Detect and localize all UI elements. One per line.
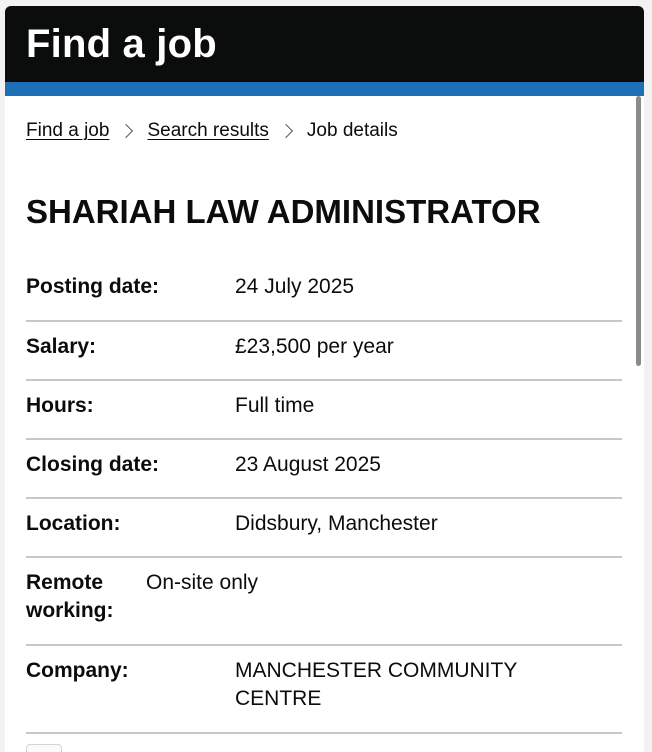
bottom-edge-element <box>26 744 62 752</box>
detail-value: On-site only <box>146 571 259 594</box>
detail-row-remote-working <box>26 558 622 646</box>
detail-value: 24 July 2025 <box>235 275 355 298</box>
breadcrumb-current: Job details <box>306 120 398 141</box>
detail-key: Hours: <box>26 394 94 417</box>
detail-key: Company: <box>26 659 129 682</box>
detail-key: Posting date: <box>26 275 160 298</box>
detail-key: Location: <box>26 512 121 535</box>
detail-row-company <box>26 646 622 734</box>
chevron-right-icon <box>279 124 293 138</box>
detail-value: £23,500 per year <box>235 335 394 358</box>
detail-value: 23 August 2025 <box>235 453 381 476</box>
detail-value: Full time <box>235 394 315 417</box>
page <box>5 6 644 752</box>
breadcrumb-link-find-a-job[interactable]: Find a job <box>26 120 110 141</box>
scrollbar[interactable] <box>636 96 641 366</box>
header-accent-bar <box>5 82 644 96</box>
detail-row-location <box>26 499 622 558</box>
breadcrumb <box>26 119 398 143</box>
detail-row-posting-date <box>26 262 622 322</box>
detail-value: Didsbury, Manchester <box>235 512 438 535</box>
breadcrumb-link-search-results[interactable]: Search results <box>147 120 269 141</box>
chevron-right-icon <box>119 124 133 138</box>
site-header <box>5 6 644 82</box>
job-details-list <box>26 262 622 734</box>
detail-row-closing-date <box>26 440 622 499</box>
detail-key: Closing date: <box>26 453 160 476</box>
job-title: SHARIAH LAW ADMINISTRATOR <box>26 193 541 230</box>
detail-row-hours <box>26 381 622 440</box>
detail-key: Salary: <box>26 335 97 358</box>
header-title[interactable]: Find a job <box>26 22 217 66</box>
detail-key: Remote working: <box>26 571 114 622</box>
detail-row-salary <box>26 322 622 381</box>
detail-value: MANCHESTER COMMUNITY CENTRE <box>235 659 517 710</box>
